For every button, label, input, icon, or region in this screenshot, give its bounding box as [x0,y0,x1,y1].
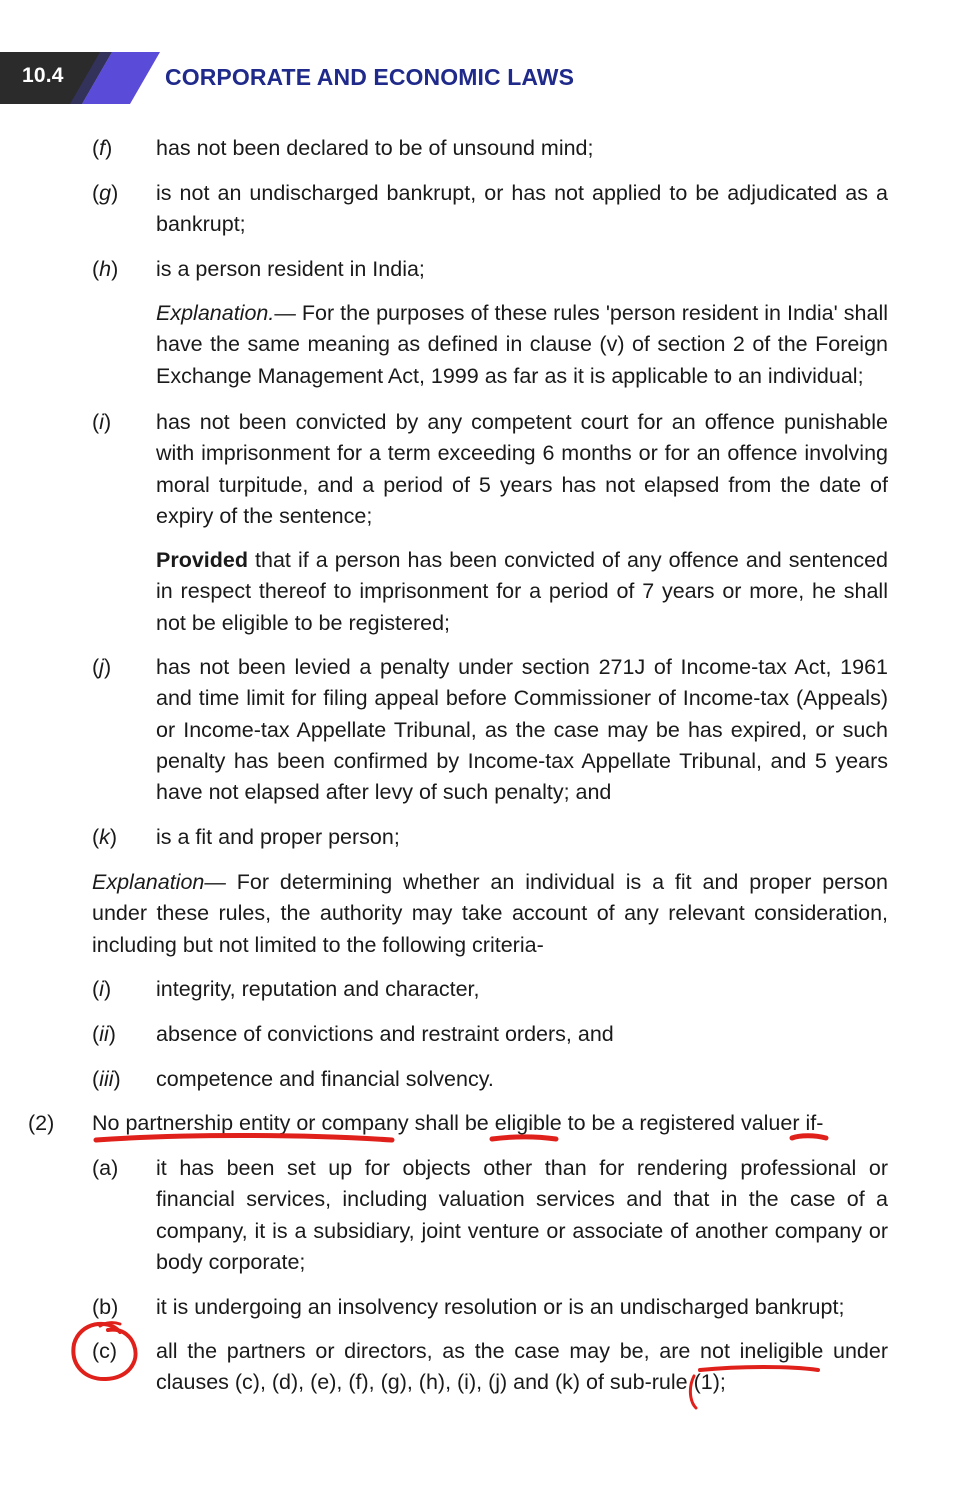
explanation-label: Explanation. [156,301,275,325]
clause-text-g: is not an undischarged bankrupt, or has not applied to be adjudicated as a bankrupt; [156,181,888,237]
clause-label-j: (j) [92,655,112,679]
item-label-b: (b) [92,1295,119,1319]
criteria-text-ii: absence of convictions and restraint orders, and [156,1022,614,1046]
page-header [0,0,963,120]
clause-label-h: (h) [92,257,119,281]
criteria-text-i: integrity, reputation and character, [156,977,480,1001]
clause-label-f: (f) [92,136,113,160]
clause-label-k: (k) [92,825,118,849]
item-label-c: (c) [92,1339,118,1363]
clause-text-i: has not been convicted by any competent court for an offence punishable with imprisonment for a term exceeding 6 months or for an offence involving moral turpitude, and a period of 5 years has not elapsed from the date of expiry of the sentence; [156,410,888,528]
item-label-a: (a) [92,1156,119,1180]
criteria-label-iii: (iii) [92,1067,121,1091]
clause-text-k: is a fit and proper person; [156,825,400,849]
clause-text-h: is a person resident in India; [156,257,425,281]
clause-i-proviso [156,545,888,639]
item-text-c: all the partners or directors, as the case may be, are not ineligible under clauses (c), (d), (e), (f), (g), (h), (i), (j) and (k) of sub-rule (1); [156,1339,888,1395]
fit-proper-explanation-text: — For determining whether an individual is a fit and proper person under these rules, the authority may take account of any relevant consideration, including but not limited to the following criteria- [92,870,888,957]
clause-label-g: (g) [92,181,119,205]
explanation-text: — For the purposes of these rules 'person resident in India' shall have the same meaning as defined in clause (v) of section 2 of the Foreign Exchange Management Act, 1999 as far as it is applicable to an individual; [156,301,888,388]
fit-proper-explanation-label: Explanation [92,870,205,894]
criteria-text-iii: competence and financial solvency. [156,1067,494,1091]
proviso-text: that if a person has been convicted of any offence and sentenced in respect thereof to imprisonment for a period of 7 years or more, he shall not be eligible to be registered; [156,548,888,635]
header-banner [0,0,963,120]
clause-text-j: has not been levied a penalty under section 271J of Income-tax Act, 1961 and time limit for filing appeal before Commissioner of Income-tax (Appeals) or Income-tax Appellate Tribunal, as the case may be has expired, or such penalty has been confirmed by Income-tax Appellate Tribunal, and 5 years have not elapsed after levy of such penalty; and [156,655,888,805]
page-number: 10.4 [22,64,64,87]
proviso-label: Provided [156,548,248,572]
clause-text-f: has not been declared to be of unsound mind; [156,136,594,160]
item-text-b: it is undergoing an insolvency resolution or is an undischarged bankrupt; [156,1295,845,1319]
chapter-title: CORPORATE AND ECONOMIC LAWS [165,64,575,90]
sub-rule-2-number: (2) [28,1111,55,1135]
item-text-a: it has been set up for objects other than for rendering professional or financial services, including valuation services and that in the case of a company, it is a subsidiary, joint venture or associate of another company or body corporate; [156,1156,888,1274]
sub-rule-2-text: No partnership entity or company shall be eligible to be a registered valuer if- [92,1111,824,1135]
clause-h-explanation [156,298,888,392]
fit-proper-explanation [92,867,888,961]
criteria-label-ii: (ii) [92,1022,116,1046]
clause-label-i: (i) [92,410,112,434]
criteria-label-i: (i) [92,977,112,1001]
